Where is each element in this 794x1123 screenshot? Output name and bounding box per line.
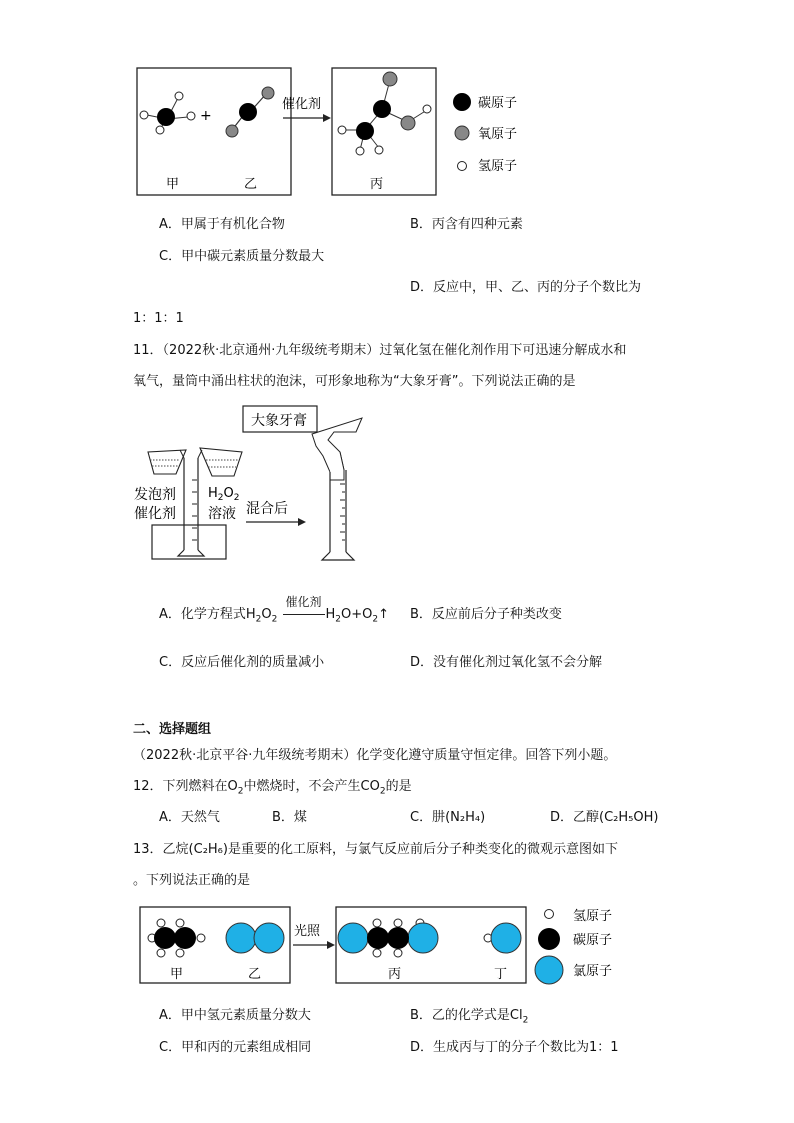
hydrogen-atom bbox=[394, 949, 402, 957]
section-intro: （2022秋·北京平谷·九年级统考期末）化学变化遵守质量守恒定律。回答下列小题。 bbox=[133, 748, 617, 763]
q10-option-b[interactable]: B．丙含有四种元素 bbox=[410, 217, 523, 232]
carbon-atom bbox=[367, 927, 389, 949]
q10-option-d[interactable]: D．反应中，甲、乙、丙的分子个数比为 bbox=[410, 280, 642, 295]
legend-oxygen-label: 氧原子 bbox=[478, 127, 518, 142]
label-yi: 乙 bbox=[248, 967, 262, 982]
chlorine-atom bbox=[226, 923, 256, 953]
q12-option-d[interactable]: D．乙醇(C₂H₅OH) bbox=[550, 810, 659, 825]
hydrogen-atom bbox=[176, 949, 184, 957]
ding-molecule bbox=[484, 923, 521, 953]
chlorine-atom bbox=[491, 923, 521, 953]
oxygen-atom bbox=[383, 72, 397, 86]
foam-label: 大象牙膏 bbox=[251, 413, 307, 429]
section-title: 二、选择题组 bbox=[133, 722, 212, 737]
hydrogen-atom bbox=[157, 919, 165, 927]
label-bing: 丙 bbox=[370, 177, 384, 192]
catalyst-cup bbox=[148, 450, 186, 474]
hydrogen-atom bbox=[157, 949, 165, 957]
left-label-2: 催化剂 bbox=[134, 506, 176, 522]
q12-option-b[interactable]: B．煤 bbox=[272, 810, 307, 825]
yi-molecule bbox=[226, 87, 274, 137]
product-box bbox=[332, 68, 436, 195]
legend-hydrogen-icon bbox=[458, 162, 467, 171]
after-mix-label: 混合后 bbox=[246, 501, 288, 517]
q13-option-b[interactable]: B．乙的化学式是$Cl_2$ bbox=[410, 1008, 529, 1026]
h2o2-cup bbox=[198, 448, 242, 476]
carbon-atom bbox=[174, 927, 196, 949]
jia-molecule bbox=[140, 92, 195, 134]
hydrogen-atom bbox=[338, 126, 346, 134]
carbon-atom bbox=[356, 122, 374, 140]
q11-stem-line1: 11．（2022秋·北京通州·九年级统考期末）过氧化氢在催化剂作用下可迅速分解成水和 bbox=[133, 343, 627, 358]
legend-chlorine-label: 氯原子 bbox=[573, 964, 613, 979]
legend-hydrogen-label: 氢原子 bbox=[478, 159, 518, 174]
q13-stem-line1: 13．乙烷(C₂H₆)是重要的化工原料，与氯气反应前后分子种类变化的微观示意图如下 bbox=[133, 842, 618, 857]
hydrogen-atom bbox=[197, 934, 205, 942]
label-jia: 甲 bbox=[166, 177, 180, 192]
q13-option-d[interactable]: D．生成丙与丁的分子个数比为1：1 bbox=[410, 1040, 619, 1055]
q13-option-a[interactable]: A．甲中氢元素质量分数大 bbox=[159, 1008, 311, 1023]
q11-option-a[interactable]: A．化学方程式$H_2O_2$ 催化剂 $H_2O+O_2↑$ bbox=[159, 595, 390, 625]
q12-stem: 12．下列燃料在$O_2$中燃烧时，不会产生$CO_2$的是 bbox=[133, 779, 412, 797]
hydrogen-atom bbox=[356, 147, 364, 155]
q12-option-c[interactable]: C．肼(N₂H₄) bbox=[410, 810, 486, 825]
right-label-2: 溶液 bbox=[208, 506, 236, 522]
q10-option-d-continued: 1：1：1 bbox=[133, 311, 184, 326]
legend-carbon-label: 碳原子 bbox=[573, 933, 613, 948]
q11-elephant-toothpaste-diagram bbox=[130, 400, 390, 570]
legend-hydrogen-label: 氢原子 bbox=[573, 909, 613, 924]
label-ding: 丁 bbox=[494, 967, 508, 982]
q13-reaction-diagram bbox=[130, 900, 650, 990]
carbon-atom bbox=[154, 927, 176, 949]
q11-option-b[interactable]: B．反应前后分子种类改变 bbox=[410, 607, 562, 622]
carbon-atom bbox=[157, 108, 175, 126]
legend-chlorine-icon bbox=[535, 956, 563, 984]
legend-carbon-icon bbox=[453, 93, 471, 111]
q11-option-d[interactable]: D．没有催化剂过氧化氢不会分解 bbox=[410, 655, 603, 670]
chlorine-atom bbox=[338, 923, 368, 953]
hydrogen-atom bbox=[373, 949, 381, 957]
hydrogen-atom bbox=[187, 112, 195, 120]
hydrogen-atom bbox=[140, 111, 148, 119]
carbon-atom bbox=[387, 927, 409, 949]
legend-carbon-label: 碳原子 bbox=[478, 96, 518, 111]
hydrogen-atom bbox=[375, 146, 383, 154]
oxygen-atom bbox=[401, 116, 415, 130]
chlorine-atom bbox=[254, 923, 284, 953]
q10-option-a[interactable]: A．甲属于有机化合物 bbox=[159, 217, 285, 232]
light-label: 光照 bbox=[294, 924, 321, 939]
legend-oxygen-icon bbox=[455, 126, 469, 140]
left-label-1: 发泡剂 bbox=[134, 487, 176, 503]
catalyst-label: 催化剂 bbox=[282, 97, 322, 112]
q13-stem-line2: 。下列说法正确的是 bbox=[133, 873, 251, 888]
oxygen-atom bbox=[226, 125, 238, 137]
bing-molecule bbox=[338, 72, 431, 155]
carbon-atom bbox=[239, 103, 257, 121]
hydrogen-atom bbox=[175, 92, 183, 100]
label-yi: 乙 bbox=[244, 177, 258, 192]
hydrogen-atom bbox=[373, 919, 381, 927]
hydrogen-atom bbox=[176, 919, 184, 927]
q11-option-c[interactable]: C．反应后催化剂的质量减小 bbox=[159, 655, 325, 670]
plus-sign: + bbox=[200, 108, 212, 124]
water-basin bbox=[152, 525, 226, 559]
q10-reaction-diagram bbox=[120, 60, 540, 200]
graduated-cylinder-before bbox=[178, 458, 204, 556]
chlorine-molecule bbox=[226, 923, 284, 953]
q11-stem-line2: 氧气，量筒中涌出柱状的泡沫，可形象地称为“大象牙膏”。下列说法正确的是 bbox=[133, 374, 576, 389]
oxygen-atom bbox=[262, 87, 274, 99]
bing-molecule bbox=[338, 919, 438, 957]
q10-option-c[interactable]: C．甲中碳元素质量分数最大 bbox=[159, 249, 325, 264]
q12-option-a[interactable]: A．天然气 bbox=[159, 810, 220, 825]
legend-carbon-icon bbox=[538, 928, 560, 950]
h2o2-formula: $H_2O_2$ bbox=[208, 486, 240, 503]
hydrogen-atom bbox=[394, 919, 402, 927]
graduated-cylinder-after bbox=[322, 470, 354, 560]
q13-option-c[interactable]: C．甲和丙的元素组成相同 bbox=[159, 1040, 312, 1055]
hydrogen-atom bbox=[423, 105, 431, 113]
carbon-atom bbox=[373, 100, 391, 118]
legend-hydrogen-icon bbox=[545, 910, 554, 919]
chlorine-atom bbox=[408, 923, 438, 953]
hydrogen-atom bbox=[156, 126, 164, 134]
label-jia: 甲 bbox=[170, 967, 184, 982]
ethane-molecule bbox=[148, 919, 205, 957]
label-bing: 丙 bbox=[388, 967, 402, 982]
